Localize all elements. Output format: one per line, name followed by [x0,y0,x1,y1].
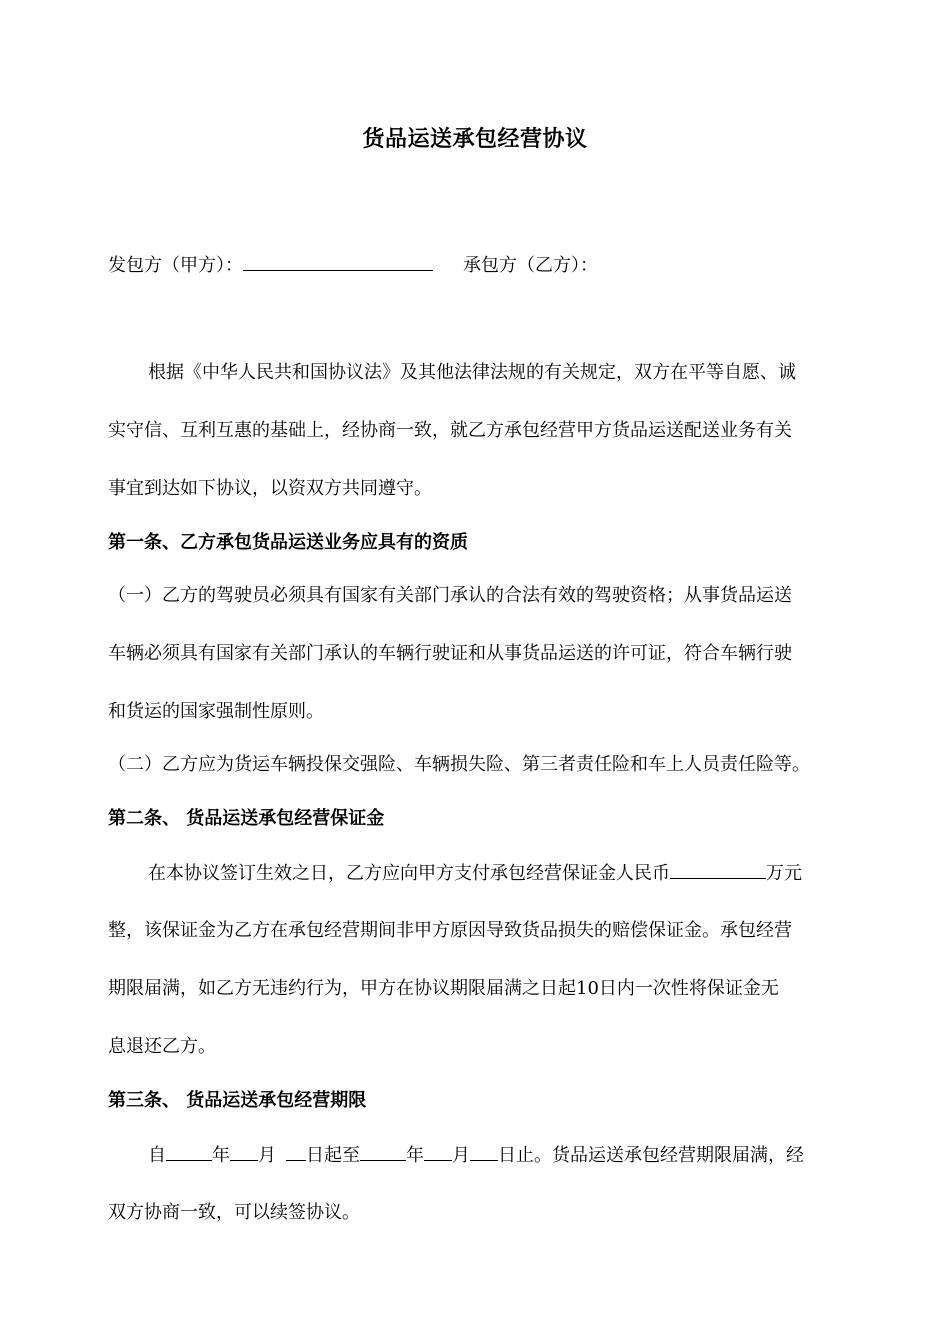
article1-line-4: （二）乙方应为货运车辆投保交强险、车辆损失险、第三者责任险和车上人员责任险等。 [108,754,810,775]
term-end-text: 日止。货品运送承包经营期限届满，经 [498,1145,804,1166]
article2-line-1-text: 在本协议签订生效之日，乙方应向甲方支付承包经营保证金人民币 [148,863,670,884]
article2-unit: 万元 [766,863,802,884]
term-day-label: 日起至 [306,1145,360,1166]
document-title: 货品运送承包经营协议 [362,126,588,152]
article2-line-4: 息退还乙方。 [108,1036,216,1057]
article2-line-3: 期限届满，如乙方无违约行为，甲方在协议期限届满之日起10日内一次性将保证金无 [108,978,779,999]
party-b-label: 承包方（乙方）： [463,255,598,276]
preamble-line-3: 事宜到达如下协议，以资双方共同遵守。 [108,478,432,499]
article1-heading: 第一条、乙方承包货品运送业务应具有的资质 [108,532,468,553]
term-from-label: 自 [148,1145,166,1166]
article2-heading: 第二条、 货品运送承包经营保证金 [108,808,385,829]
preamble-line-2: 实守信、互利互惠的基础上，经协商一致，就乙方承包经营甲方货品运送配送业务有关 [108,420,792,441]
article1-line-3: 和货运的国家强制性原则。 [108,701,324,722]
article1-line-1: （一）乙方的驾驶员必须具有国家有关部门承认的合法有效的驾驶资格；从事货品运送 [108,585,792,606]
article3-line-2: 双方协商一致，可以续签协议。 [108,1202,360,1223]
term-year2-label: 年 [406,1145,424,1166]
term-month2-label: 月 [452,1145,470,1166]
article1-line-2: 车辆必须具有国家有关部门承认的车辆行驶证和从事货品运送的许可证，符合车辆行驶 [108,643,792,664]
end-month-blank[interactable] [424,1142,452,1161]
start-day-blank[interactable] [286,1142,306,1161]
term-year-label: 年 [212,1145,230,1166]
article2-line-2: 整，该保证金为乙方在承包经营期间非甲方原因导致货品损失的赔偿保证金。承包经营 [108,920,792,941]
start-year-blank[interactable] [166,1142,212,1161]
article3-heading: 第三条、 货品运送承包经营期限 [108,1090,367,1111]
party-a-blank[interactable] [243,252,433,271]
parties-line [108,252,598,279]
article3-line-1 [148,1142,804,1169]
term-month-label: 月 [258,1145,276,1166]
start-month-blank[interactable] [230,1142,258,1161]
preamble-line-1: 根据《中华人民共和国协议法》及其他法律法规的有关规定，双方在平等自愿、诚 [148,362,796,383]
end-day-blank[interactable] [470,1142,498,1161]
article2-line-1 [148,860,802,887]
end-year-blank[interactable] [360,1142,406,1161]
party-a-label: 发包方（甲方）： [108,255,243,276]
deposit-amount-blank[interactable] [670,860,766,879]
